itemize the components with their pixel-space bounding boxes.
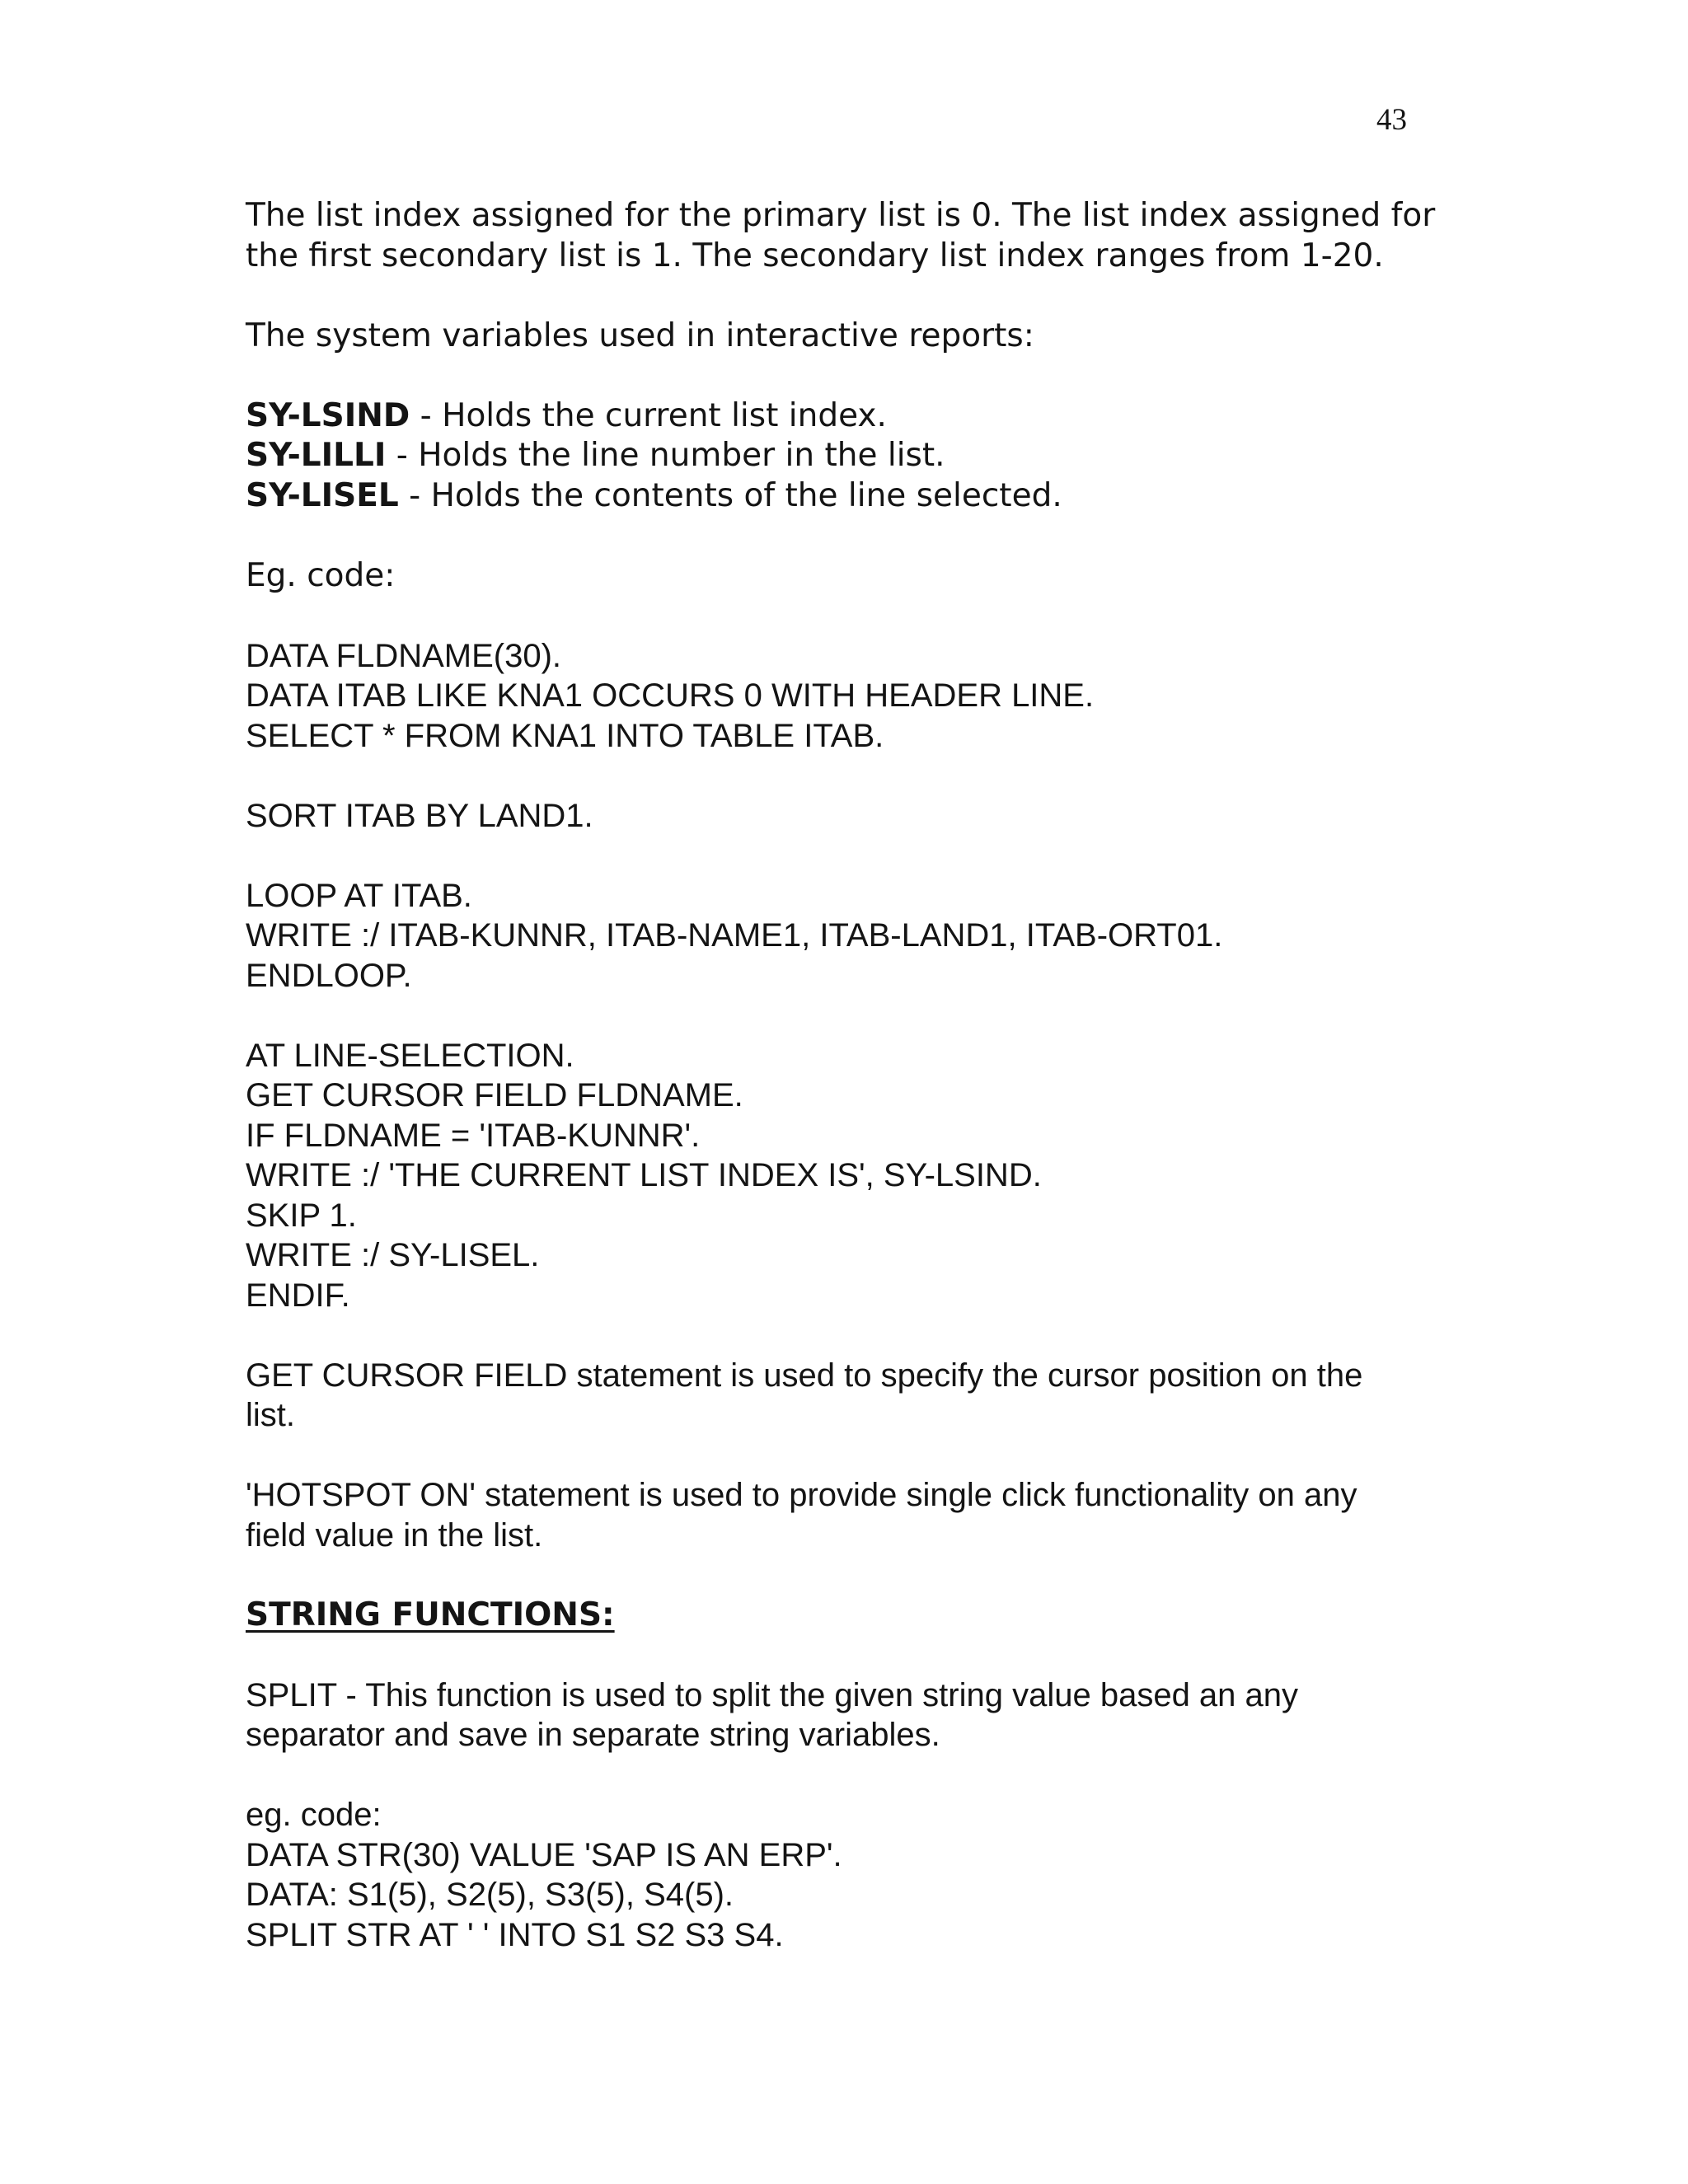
system-variable-name: SY-LSIND xyxy=(246,396,410,434)
code-line: IF FLDNAME = 'ITAB-KUNNR'. xyxy=(246,1117,701,1154)
split-description-line-2: separator and save in separate string variables. xyxy=(246,1717,940,1753)
system-variable-name: SY-LILLI xyxy=(246,437,387,474)
hotspot-note-line-1: 'HOTSPOT ON' statement is used to provide single click functionality on any xyxy=(246,1477,1357,1513)
code-line: LOOP AT ITAB. xyxy=(246,877,472,914)
code-line: SPLIT STR AT ' ' INTO S1 S2 S3 S4. xyxy=(246,1916,784,1953)
code-line: DATA ITAB LIKE KNA1 OCCURS 0 WITH HEADER LINE. xyxy=(246,677,1095,714)
system-variables-intro: The system variables used in interactive reports: xyxy=(246,316,1034,354)
code-line: WRITE :/ 'THE CURRENT LIST INDEX IS', SY-LSIND. xyxy=(246,1157,1042,1193)
code-line: DATA: S1(5), S2(5), S3(5), S4(5). xyxy=(246,1877,734,1913)
get-cursor-note-line-1: GET CURSOR FIELD statement is used to specify the cursor position on the xyxy=(246,1357,1363,1394)
page-content xyxy=(246,196,1531,1955)
system-variable-description: - Holds the contents of the line selected. xyxy=(398,476,1062,514)
split-example-label: eg. code: xyxy=(246,1797,382,1833)
code-line: DATA FLDNAME(30). xyxy=(246,637,562,674)
code-line: WRITE :/ SY-LISEL. xyxy=(246,1237,540,1273)
code-line: SELECT * FROM KNA1 INTO TABLE ITAB. xyxy=(246,717,884,754)
hotspot-note-line-2: field value in the list. xyxy=(246,1516,543,1554)
code-line: SORT ITAB BY LAND1. xyxy=(246,797,593,834)
section-heading-string-functions: STRING FUNCTIONS: xyxy=(246,1596,615,1633)
system-variable-description: - Holds the current list index. xyxy=(410,396,887,434)
page-number: 43 xyxy=(1376,103,1407,137)
code-line: ENDIF. xyxy=(246,1277,350,1314)
intro-paragraph-line-1: The list index assigned for the primary list is 0. The list index assigned for xyxy=(246,197,1436,234)
system-variable-lilli xyxy=(246,436,1531,476)
code-line: DATA STR(30) VALUE 'SAP IS AN ERP'. xyxy=(246,1836,842,1873)
code-line: WRITE :/ ITAB-KUNNR, ITAB-NAME1, ITAB-LAND1, ITAB-ORT01. xyxy=(246,917,1223,954)
get-cursor-note-line-2: list. xyxy=(246,1397,295,1433)
example-label: Eg. code: xyxy=(246,556,396,594)
system-variable-description: - Holds the line number in the list. xyxy=(386,437,945,474)
system-variable-lisel xyxy=(246,476,1531,517)
code-line: SKIP 1. xyxy=(246,1197,357,1234)
code-line: ENDLOOP. xyxy=(246,957,412,994)
code-line: GET CURSOR FIELD FLDNAME. xyxy=(246,1077,743,1113)
intro-paragraph-line-2: the first secondary list is 1. The secondary list index ranges from 1-20. xyxy=(246,237,1384,274)
system-variable-lsind xyxy=(246,396,1531,437)
system-variable-name: SY-LISEL xyxy=(246,476,399,514)
code-line: AT LINE-SELECTION. xyxy=(246,1037,574,1074)
split-description-line-1: SPLIT - This function is used to split the given string value based an any xyxy=(246,1676,1299,1713)
